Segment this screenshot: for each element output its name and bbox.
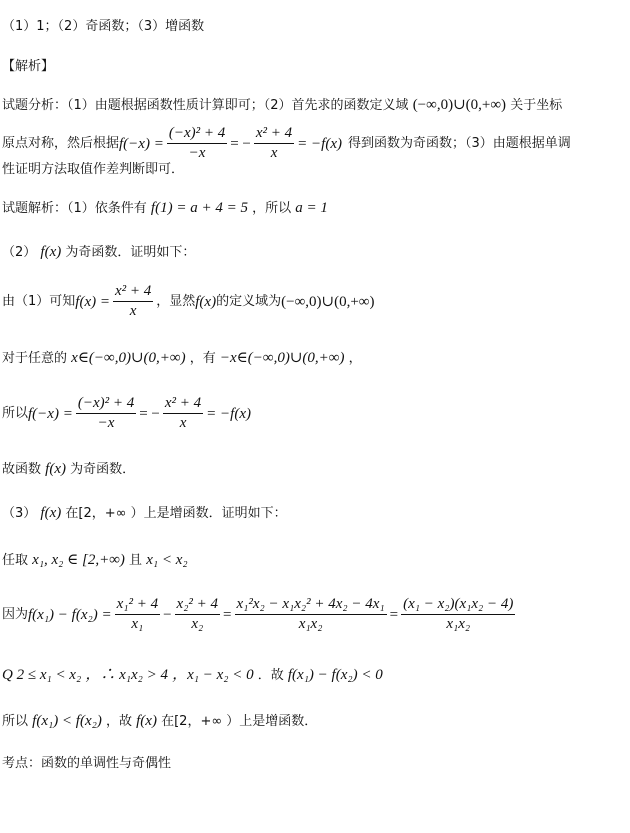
- math-expr: f(x₁) − f(x₂) < 0: [287, 667, 383, 683]
- math-expr: f(x): [136, 713, 157, 729]
- solution-text: 为奇函数．证明如下：: [65, 245, 196, 260]
- analysis-text: 关于坐标: [510, 98, 563, 113]
- fraction-numerator: x₂² + 4: [175, 595, 221, 615]
- solution-line-4: [2, 349, 362, 368]
- solution-text: 在[2，+∞ ）上是增函数．: [161, 714, 318, 729]
- fraction-denominator: −x: [97, 415, 115, 431]
- math-expr: x₁, x₂ ∈ [2,+∞): [32, 552, 125, 568]
- math-expr: ，x₁ − x₂ < 0: [172, 667, 254, 683]
- math-expr: Q 2 ≤ x₁ < x₂: [2, 667, 82, 683]
- math-expr: = −f(x): [206, 405, 251, 422]
- math-expr: a = 1: [295, 200, 328, 216]
- math-expr: =: [223, 606, 232, 623]
- solution-line-6: [2, 460, 135, 479]
- solution-text: 在[2，+∞ ）上是增函数．证明如下：: [65, 506, 287, 521]
- solution-text: ，有: [189, 351, 216, 366]
- math-fraction: [76, 394, 136, 433]
- fraction-numerator: (x₁ − x₂)(x₁x₂ − 4): [401, 595, 515, 615]
- solution-text: ，: [348, 351, 362, 366]
- math-expr: f(x): [40, 505, 62, 521]
- solution-text: ，故: [105, 714, 132, 729]
- kaodian-line: [2, 755, 171, 773]
- solution-text: 由（1）可知: [2, 293, 76, 309]
- solution-text: ．故: [257, 668, 284, 683]
- analysis-line-2: [2, 124, 571, 163]
- analysis-line-1: [2, 96, 562, 115]
- solution-text: ，所以: [252, 201, 292, 216]
- fraction-denominator: x: [270, 145, 278, 161]
- solution-line-9: [2, 595, 518, 634]
- solution-text: 所以: [2, 405, 29, 421]
- fraction-numerator: x₁²x₂ − x₁x₂² + 4x₂ − 4x₁: [235, 595, 387, 615]
- fraction-denominator: −x: [188, 145, 206, 161]
- solution-line-7: [2, 504, 287, 523]
- solution-text: 任取: [2, 553, 29, 568]
- math-fraction: [401, 595, 515, 634]
- math-expr: −x∈(−∞,0)∪(0,+∞): [219, 350, 345, 366]
- solution-line-10: [2, 666, 383, 685]
- solution-text: 因为: [2, 606, 29, 622]
- solution-text: 的定义域为: [216, 293, 282, 309]
- math-fraction: [235, 595, 387, 634]
- fraction-numerator: x² + 4: [113, 282, 153, 302]
- analysis-tag-text: 【解析】: [2, 59, 55, 74]
- solution-line-11: [2, 712, 317, 731]
- math-expr: f(x): [45, 461, 66, 477]
- fraction-numerator: x² + 4: [163, 394, 203, 414]
- solution-line-8: [2, 551, 188, 570]
- math-expr: x∈(−∞,0)∪(0,+∞): [71, 350, 186, 366]
- math-expr: f(−x) =: [119, 135, 164, 152]
- answer-text: （1）1；（2）奇函数；（3）增函数: [2, 19, 205, 34]
- math-expr: = −: [230, 135, 251, 152]
- solution-text: 故函数: [2, 462, 42, 477]
- analysis-line-3: [2, 161, 184, 179]
- math-fraction: [175, 595, 221, 634]
- math-expr: = −: [139, 405, 160, 422]
- analysis-tag: [2, 58, 54, 76]
- math-expr: f(x): [195, 293, 217, 310]
- answer-line: [2, 18, 204, 36]
- solution-text: 对于任意的: [2, 351, 68, 366]
- solution-line-3: [2, 282, 374, 321]
- math-fraction: [254, 124, 294, 163]
- math-expr: f(x₁) − f(x₂) =: [28, 606, 112, 623]
- math-expr: = −f(x): [297, 135, 342, 152]
- fraction-denominator: x: [179, 415, 187, 431]
- math-fraction: [163, 394, 203, 433]
- fraction-numerator: (−x)² + 4: [167, 124, 227, 144]
- math-expr: f(−x) =: [28, 405, 73, 422]
- solution-line-1: [2, 199, 328, 218]
- solution-text: 所以: [2, 714, 29, 729]
- fraction-numerator: x² + 4: [254, 124, 294, 144]
- solution-text: 为奇函数．: [70, 462, 136, 477]
- fraction-numerator: (−x)² + 4: [76, 394, 136, 414]
- math-expr: ，∴ x₁x₂ > 4: [85, 667, 168, 683]
- fraction-denominator: x₁x₂: [446, 616, 471, 632]
- analysis-text: 性证明方法取值作差判断即可．: [2, 162, 185, 177]
- fraction-numerator: x₁² + 4: [115, 595, 161, 615]
- math-fraction: [113, 282, 153, 321]
- math-expr: −: [163, 606, 172, 623]
- fraction-denominator: x₂: [191, 616, 204, 632]
- solution-text: 且: [129, 553, 143, 568]
- analysis-text: 原点对称，然后根据: [2, 135, 120, 151]
- fraction-denominator: x₁x₂: [298, 616, 323, 632]
- math-domain: (−∞,0)∪(0,+∞): [281, 293, 375, 310]
- math-expr: f(x): [40, 244, 62, 260]
- solution-line-5: [2, 394, 251, 433]
- math-fraction: [115, 595, 161, 634]
- math-expr: =: [389, 606, 399, 623]
- math-expr: f(x) =: [75, 293, 110, 310]
- solution-line-2: [2, 243, 195, 262]
- kaodian-text: 考点：函数的单调性与奇偶性: [2, 756, 172, 771]
- math-expr: f(x₁) < f(x₂): [32, 713, 102, 729]
- solution-text: ，显然: [156, 293, 196, 309]
- analysis-text: 试题分析：（1）由题根据函数性质计算即可；（2）首先求的函数定义域: [2, 98, 409, 113]
- math-expr: x₁ < x₂: [146, 552, 188, 568]
- solution-text: （2）: [2, 245, 37, 260]
- math-expr: f(1) = a + 4 = 5: [150, 200, 248, 216]
- fraction-denominator: x: [129, 303, 137, 319]
- fraction-denominator: x₁: [131, 616, 144, 632]
- solution-text: （3）: [2, 506, 37, 521]
- solution-text: 试题解析：（1）依条件有: [2, 201, 147, 216]
- math-domain: (−∞,0)∪(0,+∞): [412, 97, 507, 113]
- math-fraction: [167, 124, 227, 163]
- analysis-text: 得到函数为奇函数；（3）由题根据单调: [347, 135, 571, 151]
